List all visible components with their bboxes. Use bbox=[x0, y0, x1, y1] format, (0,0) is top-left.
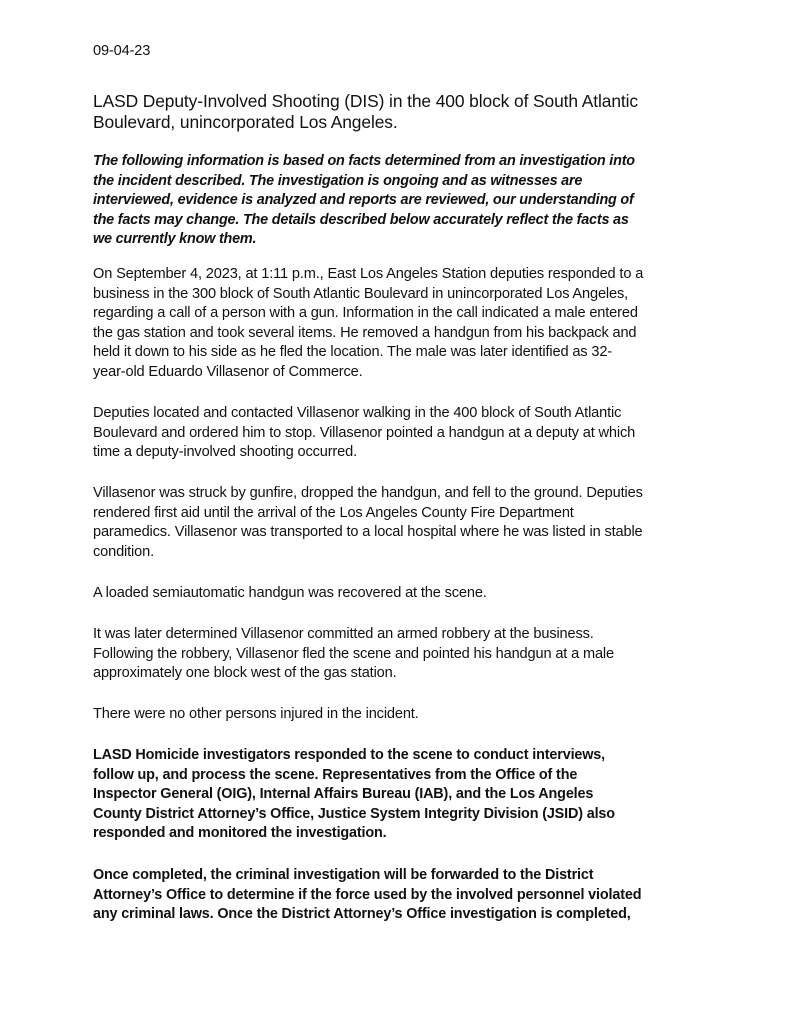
disclaimer-line: The following information is based on facts determined from an investigation into bbox=[93, 153, 635, 169]
body-line: rendered first aid until the arrival of the Los Angeles County Fire Department bbox=[93, 504, 574, 521]
body-line: On September 4, 2023, at 1:11 p.m., East Los Angeles Station deputies responded to a bbox=[93, 266, 644, 282]
disclaimer-line: we currently know them. bbox=[93, 231, 257, 247]
bold-line: Once completed, the criminal investigation will be forwarded to the District bbox=[93, 867, 594, 883]
title-line: LASD Deputy-Involved Shooting (DIS) in the 400 block of South Atlantic bbox=[93, 91, 638, 111]
title-line: Boulevard, unincorporated Los Angeles. bbox=[93, 112, 398, 132]
body-line: A loaded semiautomatic handgun was recovered at the scene. bbox=[93, 585, 487, 601]
body-line: year-old Eduardo Villasenor of Commerce. bbox=[93, 363, 363, 380]
body-line: held it down to his side as he fled the location. The male was later identified as 32- bbox=[93, 344, 613, 360]
body-line: Following the robbery, Villasenor fled the scene and pointed his handgun at a male bbox=[93, 645, 614, 662]
bold-line: Inspector General (OIG), Internal Affairs Bureau (IAB), and the Los Angeles bbox=[93, 786, 594, 802]
body-line: regarding a call of a person with a gun. Information in the call indicated a male entered bbox=[93, 305, 638, 321]
disclaimer-line: the facts may change. The details described below accurately reflect the facts as bbox=[93, 211, 629, 228]
bold-line: any criminal laws. Once the District Attorney’s Office investigation is completed, bbox=[93, 906, 631, 922]
disclaimer-line: the incident described. The investigation is ongoing and as witnesses are bbox=[93, 172, 583, 189]
body-line: Villasenor was struck by gunfire, dropped the handgun, and fell to the ground. Deputies bbox=[93, 485, 643, 501]
bold-line: County District Attorney’s Office, Justice System Integrity Division (JSID) also bbox=[93, 805, 615, 822]
body-line: business in the 300 block of South Atlantic Boulevard in unincorporated Los Angeles, bbox=[93, 285, 629, 302]
body-line: There were no other persons injured in the incident. bbox=[93, 706, 419, 722]
body-line: condition. bbox=[93, 543, 154, 560]
body-line: time a deputy-involved shooting occurred. bbox=[93, 444, 357, 460]
body-line: the gas station and took several items. He removed a handgun from his backpack and bbox=[93, 324, 637, 341]
body-line: Boulevard and ordered him to stop. Villasenor pointed a handgun at a deputy at which bbox=[93, 424, 636, 441]
body-line: approximately one block west of the gas station. bbox=[93, 665, 397, 681]
body-line: It was later determined Villasenor committed an armed robbery at the business. bbox=[93, 626, 594, 642]
bold-line: responded and monitored the investigation. bbox=[93, 825, 387, 841]
body-line: paramedics. Villasenor was transported to a local hospital where he was listed in stable bbox=[93, 524, 643, 540]
body-line: Deputies located and contacted Villasenor walking in the 400 block of South Atlantic bbox=[93, 405, 622, 421]
bold-line: Attorney’s Office to determine if the force used by the involved personnel violated bbox=[93, 886, 642, 903]
disclaimer-line: interviewed, evidence is analyzed and reports are reviewed, our understanding of bbox=[93, 192, 634, 208]
bold-line: LASD Homicide investigators responded to the scene to conduct interviews, bbox=[93, 747, 606, 763]
release-date: 09-04-23 bbox=[93, 43, 151, 59]
bold-line: follow up, and process the scene. Representatives from the Office of the bbox=[93, 766, 578, 783]
